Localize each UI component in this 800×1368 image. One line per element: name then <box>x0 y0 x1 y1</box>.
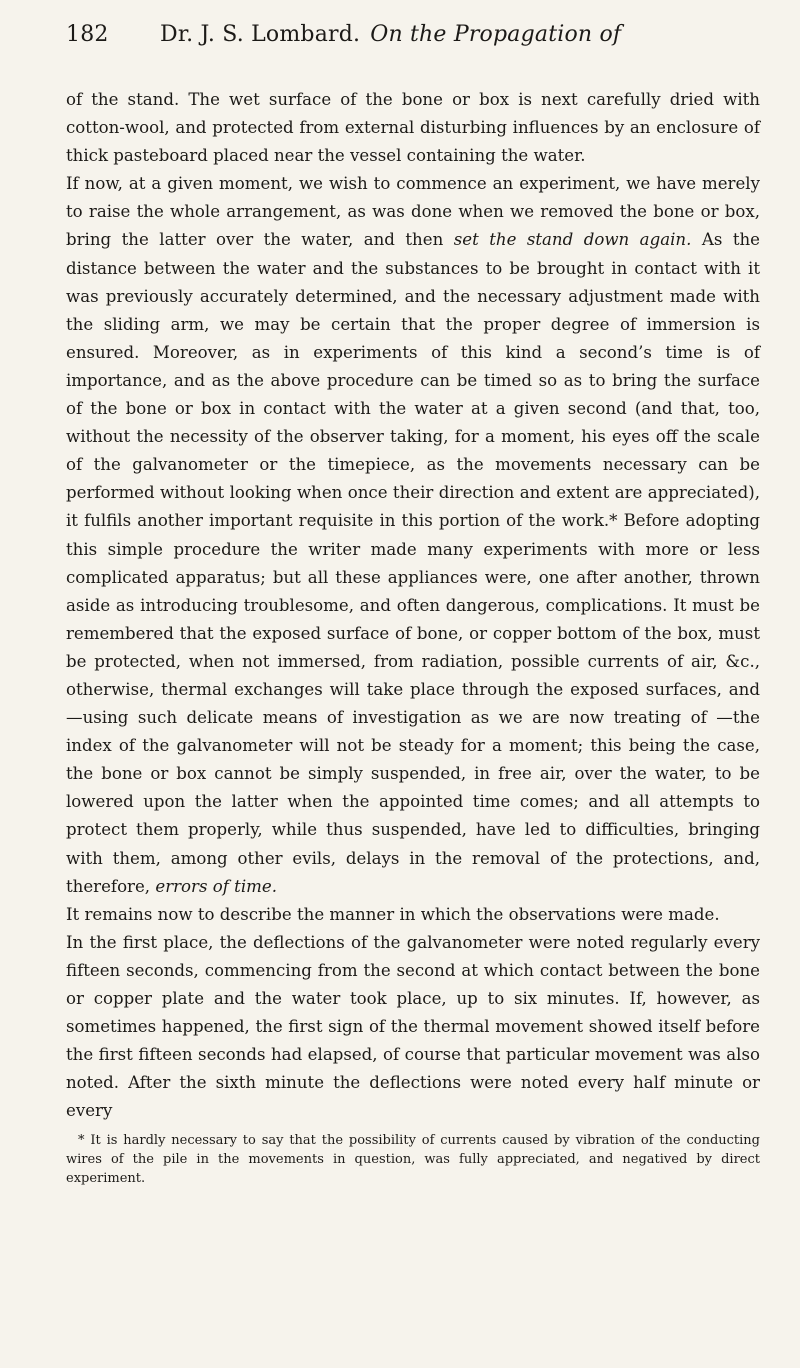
page-number: 182 <box>66 22 109 47</box>
footnote: * It is hardly necessary to say that the possibility of currents caused by vibration of the conducting wires of the pile in the movements in question, was fully appreciated, and negatived by direct experiment. <box>66 1133 760 1187</box>
paragraph-2-text-b: As the distance between the water and the substances to be brought in contact with it was previously accurately determined, and the necessary adjustment made with the sliding arm, we may be certain that the proper degree of immersion is ensured. Moreover, as in experiments of this kind a second’s time is of importance, and as the above procedure can be timed so as to bring the surface of the bone or box in contact with the water at a given second (and that, too, without the necessity of the observer taking, for a moment, his eyes off the scale of the galvanometer or the timepiece, as the movements necessary can be performed without looking when once their direction and extent are appreciated), it fulfils another important requisite in this portion of the work.* Before adopting this simple procedure the writer made many experiments with more or less complicated apparatus; but all these appliances were, one after another, thrown aside as introducing troublesome, and often dangerous, complications. It must be remembered that the exposed surface of bone, or copper bottom of the box, must be protected, when not immersed, from radiation, possible currents of air, &c., otherwise, thermal exchanges will take place through the exposed surfaces, and —using such delicate means of investigation as we are now treating of —the index of the galvanometer will not be steady for a moment; this being the case, the bone or box cannot be simply suspended, in free air, over the water, to be lowered upon the latter when the appointed time comes; and all attempts to protect them properly, while thus suspended, have led to difficulties, bringing with them, among other evils, delays in the removal of the protections, and, therefore, <box>66 230 760 896</box>
paragraph-2-emphasis-2: errors of time. <box>155 876 277 896</box>
running-head <box>66 22 760 68</box>
running-head-title: On the Propagation of <box>370 22 622 47</box>
paragraph-2 <box>66 170 760 900</box>
paragraph-4: In the first place, the deflections of the galvanometer were noted regularly every fifteen seconds, commencing from the second at which contact between the bone or copper plate and the water took place, up to six minutes. If, however, as sometimes happened, the first sign of the thermal movement showed itself before the first fifteen seconds had elapsed, of course that particular movement was also noted. After the sixth minute the deflections were noted every half minute or every <box>66 932 760 1121</box>
paragraph-1: of the stand. The wet surface of the bone or box is next carefully dried with cotton-wool, and protected from external disturbing influences by an enclosure of thick pasteboard placed near the vessel containing the water. <box>66 90 760 166</box>
body-text <box>66 86 760 1125</box>
paragraph-2-text-a: If now, at a given moment, we wish to commence an experiment, we have merely to raise the whole arrangement, as was done when we removed the bone or box, bring the latter over the water, and then <box>66 174 760 250</box>
paragraph-3: It remains now to describe the manner in which the observations were made. <box>66 904 720 924</box>
running-head-author: Dr. J. S. Lombard. <box>160 22 361 47</box>
paragraph-2-emphasis: set the stand down again. <box>453 230 692 250</box>
